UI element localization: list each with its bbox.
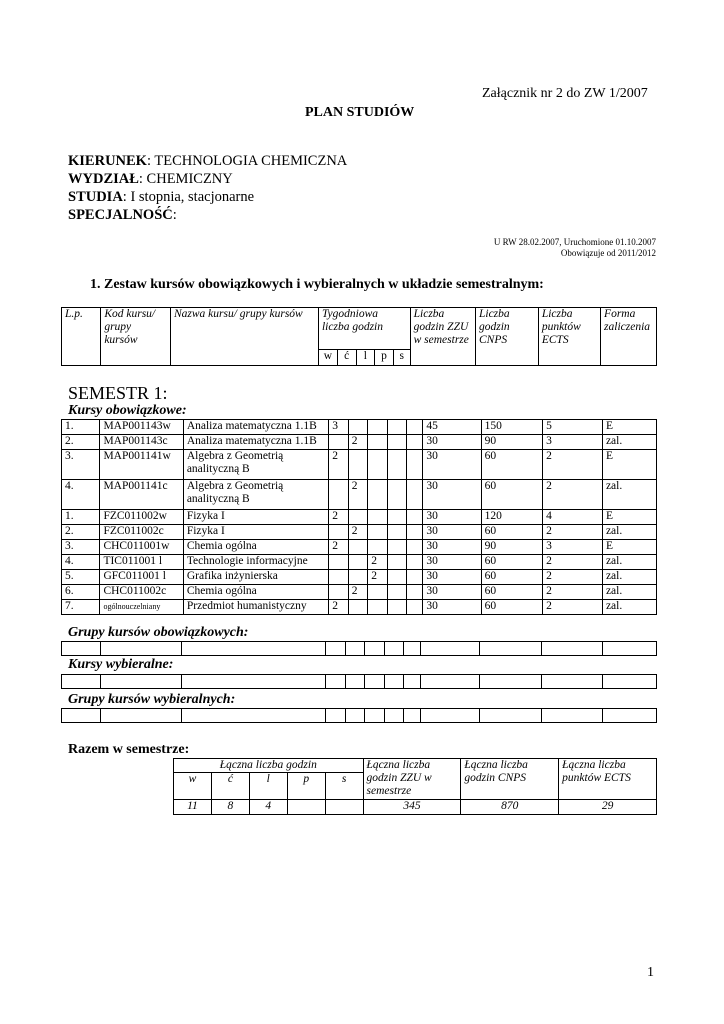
course-p [387, 540, 406, 555]
summary-header-w: w [174, 773, 212, 800]
course-kod: MAP001141c [100, 480, 183, 510]
course-w [329, 525, 349, 540]
empty-cell [345, 675, 365, 689]
course-forma: zal. [602, 585, 656, 600]
course-forma: zal. [602, 480, 656, 510]
empty-cell [365, 709, 385, 723]
course-lp: 3. [62, 450, 100, 480]
course-zzu: 30 [423, 585, 481, 600]
course-zzu: 30 [423, 555, 481, 570]
course-ects: 2 [543, 585, 603, 600]
studia-label: STUDIA [68, 189, 123, 205]
course-forma: zal. [602, 435, 656, 450]
header-forma: Forma zaliczenia [601, 308, 657, 366]
course-zzu: 30 [423, 510, 481, 525]
empty-cell [421, 642, 480, 656]
summary-header-cnps: Łączna liczba godzin CNPS [461, 759, 559, 800]
course-lp: 3. [62, 540, 100, 555]
course-kod: MAP001141w [100, 450, 183, 480]
empty-cell [480, 709, 542, 723]
course-w [329, 480, 349, 510]
course-kod: FZC011002w [100, 510, 183, 525]
course-w: 2 [329, 540, 349, 555]
empty-cell [602, 642, 656, 656]
empty-cell [384, 709, 404, 723]
course-nazwa: Analiza matematyczna 1.1B [183, 420, 328, 435]
empty-cell [404, 709, 421, 723]
course-lp: 2. [62, 435, 100, 450]
course-row [62, 420, 657, 435]
course-nazwa: Grafika inżynierska [183, 570, 328, 585]
elective-courses-table [61, 674, 657, 689]
course-l [368, 540, 388, 555]
course-forma: zal. [602, 600, 656, 615]
course-cnps: 60 [481, 525, 542, 540]
empty-cell [480, 675, 542, 689]
summary-header-p: p [287, 773, 325, 800]
empty-row [62, 709, 657, 723]
studia-line [68, 188, 347, 206]
course-nazwa: Chemia ogólna [183, 540, 328, 555]
elective-groups-table [61, 708, 657, 723]
course-cnps: 60 [481, 450, 542, 480]
course-c [348, 540, 368, 555]
course-cnps: 120 [481, 510, 542, 525]
empty-cell [62, 642, 101, 656]
course-l [368, 420, 388, 435]
course-nazwa: Przedmiot humanistyczny [183, 600, 328, 615]
course-c: 2 [348, 435, 368, 450]
course-ects: 2 [543, 480, 603, 510]
course-kod: CHC011001w [100, 540, 183, 555]
course-p [387, 570, 406, 585]
course-p [387, 555, 406, 570]
empty-cell [384, 642, 404, 656]
empty-cell [181, 709, 326, 723]
required-groups-title: Grupy kursów obowiązkowych: [68, 625, 249, 640]
empty-cell [602, 675, 656, 689]
course-s [406, 555, 422, 570]
summary-p [287, 800, 325, 815]
summary-header-ects: Łączna liczba punktów ECTS [559, 759, 657, 800]
course-s [406, 510, 422, 525]
empty-cell [326, 709, 346, 723]
course-c: 2 [348, 480, 368, 510]
resolution-line-1: U RW 28.02.2007, Uruchomione 01.10.2007 [493, 237, 656, 247]
course-c [348, 510, 368, 525]
course-w: 2 [329, 450, 349, 480]
summary-zzu: 345 [363, 800, 461, 815]
header-s: s [393, 350, 410, 366]
summary-s [325, 800, 363, 815]
course-cnps: 60 [481, 480, 542, 510]
course-s [406, 480, 422, 510]
course-nazwa: Algebra z Geometrią analityczną B [183, 450, 328, 480]
course-w [329, 570, 349, 585]
elective-groups-title: Grupy kursów wybieralnych: [68, 692, 236, 707]
page-title: PLAN STUDIÓW [305, 105, 415, 120]
empty-cell [100, 642, 181, 656]
course-ects: 2 [543, 555, 603, 570]
course-lp: 4. [62, 555, 100, 570]
empty-cell [345, 709, 365, 723]
course-ects: 2 [543, 600, 603, 615]
course-p [387, 420, 406, 435]
course-row [62, 450, 657, 480]
course-s [406, 435, 422, 450]
course-row [62, 555, 657, 570]
course-kod: TIC011001 l [100, 555, 183, 570]
summary-c: 8 [211, 800, 249, 815]
course-p [387, 480, 406, 510]
empty-cell [404, 642, 421, 656]
specjalnosc-value: : [172, 207, 177, 223]
course-zzu: 30 [423, 450, 481, 480]
empty-row [62, 642, 657, 656]
header-w: w [318, 350, 337, 366]
course-w: 2 [329, 510, 349, 525]
course-lp: 4. [62, 480, 100, 510]
header-c: ć [337, 350, 356, 366]
empty-cell [384, 675, 404, 689]
course-l [368, 525, 388, 540]
empty-cell [365, 642, 385, 656]
program-info [68, 152, 347, 224]
studia-value: : I stopnia, stacjonarne [122, 189, 255, 205]
empty-cell [345, 642, 365, 656]
kierunek-value: : TECHNOLOGIA CHEMICZNA [146, 153, 348, 169]
course-row [62, 585, 657, 600]
course-s [406, 525, 422, 540]
header-kod: Kod kursu/ grupy kursów [101, 308, 171, 366]
empty-cell [480, 642, 542, 656]
empty-cell [326, 642, 346, 656]
course-p [387, 600, 406, 615]
empty-cell [602, 709, 656, 723]
empty-cell [100, 675, 181, 689]
course-ects: 5 [543, 420, 603, 435]
empty-cell [541, 709, 602, 723]
summary-header-c: ć [211, 773, 249, 800]
page-number: 1 [647, 965, 654, 980]
course-p [387, 525, 406, 540]
course-forma: zal. [602, 570, 656, 585]
course-ects: 2 [543, 525, 603, 540]
empty-cell [541, 675, 602, 689]
header-lp: L.p. [62, 308, 101, 366]
header-l: l [356, 350, 375, 366]
summary-table [173, 758, 657, 815]
course-w: 3 [329, 420, 349, 435]
empty-cell [365, 675, 385, 689]
summary-ects: 29 [559, 800, 657, 815]
kierunek-line [68, 152, 347, 170]
course-zzu: 30 [423, 480, 481, 510]
header-nazwa: Nazwa kursu/ grupy kursów [170, 308, 318, 366]
course-zzu: 30 [423, 525, 481, 540]
course-c [348, 450, 368, 480]
course-cnps: 150 [481, 420, 542, 435]
resolution-note [400, 237, 656, 259]
resolution-line-2: Obowiązuje od 2011/2012 [560, 248, 656, 258]
semester-title: SEMESTR 1: [68, 383, 168, 403]
course-ects: 3 [543, 435, 603, 450]
course-cnps: 90 [481, 540, 542, 555]
empty-cell [404, 675, 421, 689]
course-w [329, 555, 349, 570]
header-zzu: Liczba godzin ZZU w semestrze [410, 308, 475, 366]
course-c [348, 600, 368, 615]
empty-cell [181, 675, 326, 689]
course-nazwa: Technologie informacyjne [183, 555, 328, 570]
annex-label: Załącznik nr 2 do ZW 1/2007 [482, 86, 648, 101]
specjalnosc-label: SPECJALNOŚĆ [68, 207, 173, 223]
wydzial-label: WYDZIAŁ [68, 171, 139, 187]
course-lp: 7. [62, 600, 100, 615]
courses-table [61, 419, 657, 615]
required-groups-table [61, 641, 657, 656]
wydzial-value: : CHEMICZNY [138, 171, 233, 187]
empty-cell [421, 675, 480, 689]
required-courses-title: Kursy obowiązkowe: [68, 403, 187, 418]
course-kod: GFC011001 l [100, 570, 183, 585]
course-p [387, 435, 406, 450]
course-ects: 2 [543, 450, 603, 480]
course-s [406, 450, 422, 480]
course-ects: 4 [543, 510, 603, 525]
course-l [368, 585, 388, 600]
empty-cell [62, 675, 101, 689]
course-l [368, 480, 388, 510]
course-forma: E [602, 450, 656, 480]
summary-header-s: s [325, 773, 363, 800]
course-s [406, 600, 422, 615]
course-cnps: 90 [481, 435, 542, 450]
course-zzu: 30 [423, 435, 481, 450]
course-kod: CHC011002c [100, 585, 183, 600]
section-heading: 1. Zestaw kursów obowiązkowych i wybieralnych w układzie semestralnym: [90, 277, 544, 292]
course-row [62, 600, 657, 615]
course-lp: 1. [62, 420, 100, 435]
course-forma: E [602, 540, 656, 555]
course-l [368, 600, 388, 615]
course-c [348, 555, 368, 570]
empty-cell [326, 675, 346, 689]
course-w: 2 [329, 600, 349, 615]
empty-cell [181, 642, 326, 656]
course-cnps: 60 [481, 585, 542, 600]
course-row [62, 435, 657, 450]
course-row [62, 525, 657, 540]
empty-cell [421, 709, 480, 723]
course-s [406, 420, 422, 435]
semester-total-title: Razem w semestrze: [68, 742, 190, 757]
course-c: 2 [348, 585, 368, 600]
course-forma: E [602, 420, 656, 435]
course-forma: E [602, 510, 656, 525]
course-cnps: 60 [481, 555, 542, 570]
course-ects: 2 [543, 570, 603, 585]
header-p: p [375, 350, 394, 366]
course-lp: 5. [62, 570, 100, 585]
course-nazwa: Fizyka I [183, 510, 328, 525]
course-lp: 1. [62, 510, 100, 525]
course-lp: 6. [62, 585, 100, 600]
elective-courses-title: Kursy wybieralne: [68, 657, 174, 672]
course-s [406, 585, 422, 600]
course-ects: 3 [543, 540, 603, 555]
course-row [62, 570, 657, 585]
empty-cell [100, 709, 181, 723]
summary-header-l: l [249, 773, 287, 800]
course-zzu: 30 [423, 540, 481, 555]
empty-cell [541, 642, 602, 656]
empty-cell [62, 709, 101, 723]
course-zzu: 45 [423, 420, 481, 435]
summary-l: 4 [249, 800, 287, 815]
course-nazwa: Algebra z Geometrią analityczną B [183, 480, 328, 510]
course-p [387, 510, 406, 525]
course-kod: FZC011002c [100, 525, 183, 540]
course-c: 2 [348, 525, 368, 540]
header-ects: Liczba punktów ECTS [538, 308, 600, 366]
course-zzu: 30 [423, 570, 481, 585]
summary-header-hours: Łączna liczba godzin [174, 759, 364, 773]
summary-cnps: 870 [461, 800, 559, 815]
course-zzu: 30 [423, 600, 481, 615]
header-cnps: Liczba godzin CNPS [475, 308, 538, 366]
course-s [406, 540, 422, 555]
wydzial-line [68, 170, 347, 188]
course-kod: MAP001143w [100, 420, 183, 435]
course-w [329, 585, 349, 600]
course-row [62, 540, 657, 555]
empty-row [62, 675, 657, 689]
header-tygodniowa: Tygodniowa liczba godzin [318, 308, 410, 350]
course-row [62, 480, 657, 510]
course-l [368, 510, 388, 525]
course-c [348, 420, 368, 435]
course-row [62, 510, 657, 525]
course-lp: 2. [62, 525, 100, 540]
course-nazwa: Chemia ogólna [183, 585, 328, 600]
specjalnosc-line [68, 206, 347, 224]
course-forma: zal. [602, 555, 656, 570]
course-p [387, 585, 406, 600]
summary-header-zzu: Łączna liczba godzin ZZU w semestrze [363, 759, 461, 800]
course-l [368, 450, 388, 480]
header-table [61, 307, 657, 366]
course-nazwa: Fizyka I [183, 525, 328, 540]
course-cnps: 60 [481, 600, 542, 615]
course-c [348, 570, 368, 585]
course-kod: ogólnouczelniany [100, 600, 183, 615]
course-l [368, 435, 388, 450]
course-l: 2 [368, 570, 388, 585]
course-l: 2 [368, 555, 388, 570]
kierunek-label: KIERUNEK [68, 153, 147, 169]
course-cnps: 60 [481, 570, 542, 585]
course-w [329, 435, 349, 450]
course-s [406, 570, 422, 585]
course-nazwa: Analiza matematyczna 1.1B [183, 435, 328, 450]
course-kod: MAP001143c [100, 435, 183, 450]
summary-w: 11 [174, 800, 212, 815]
course-forma: zal. [602, 525, 656, 540]
course-p [387, 450, 406, 480]
